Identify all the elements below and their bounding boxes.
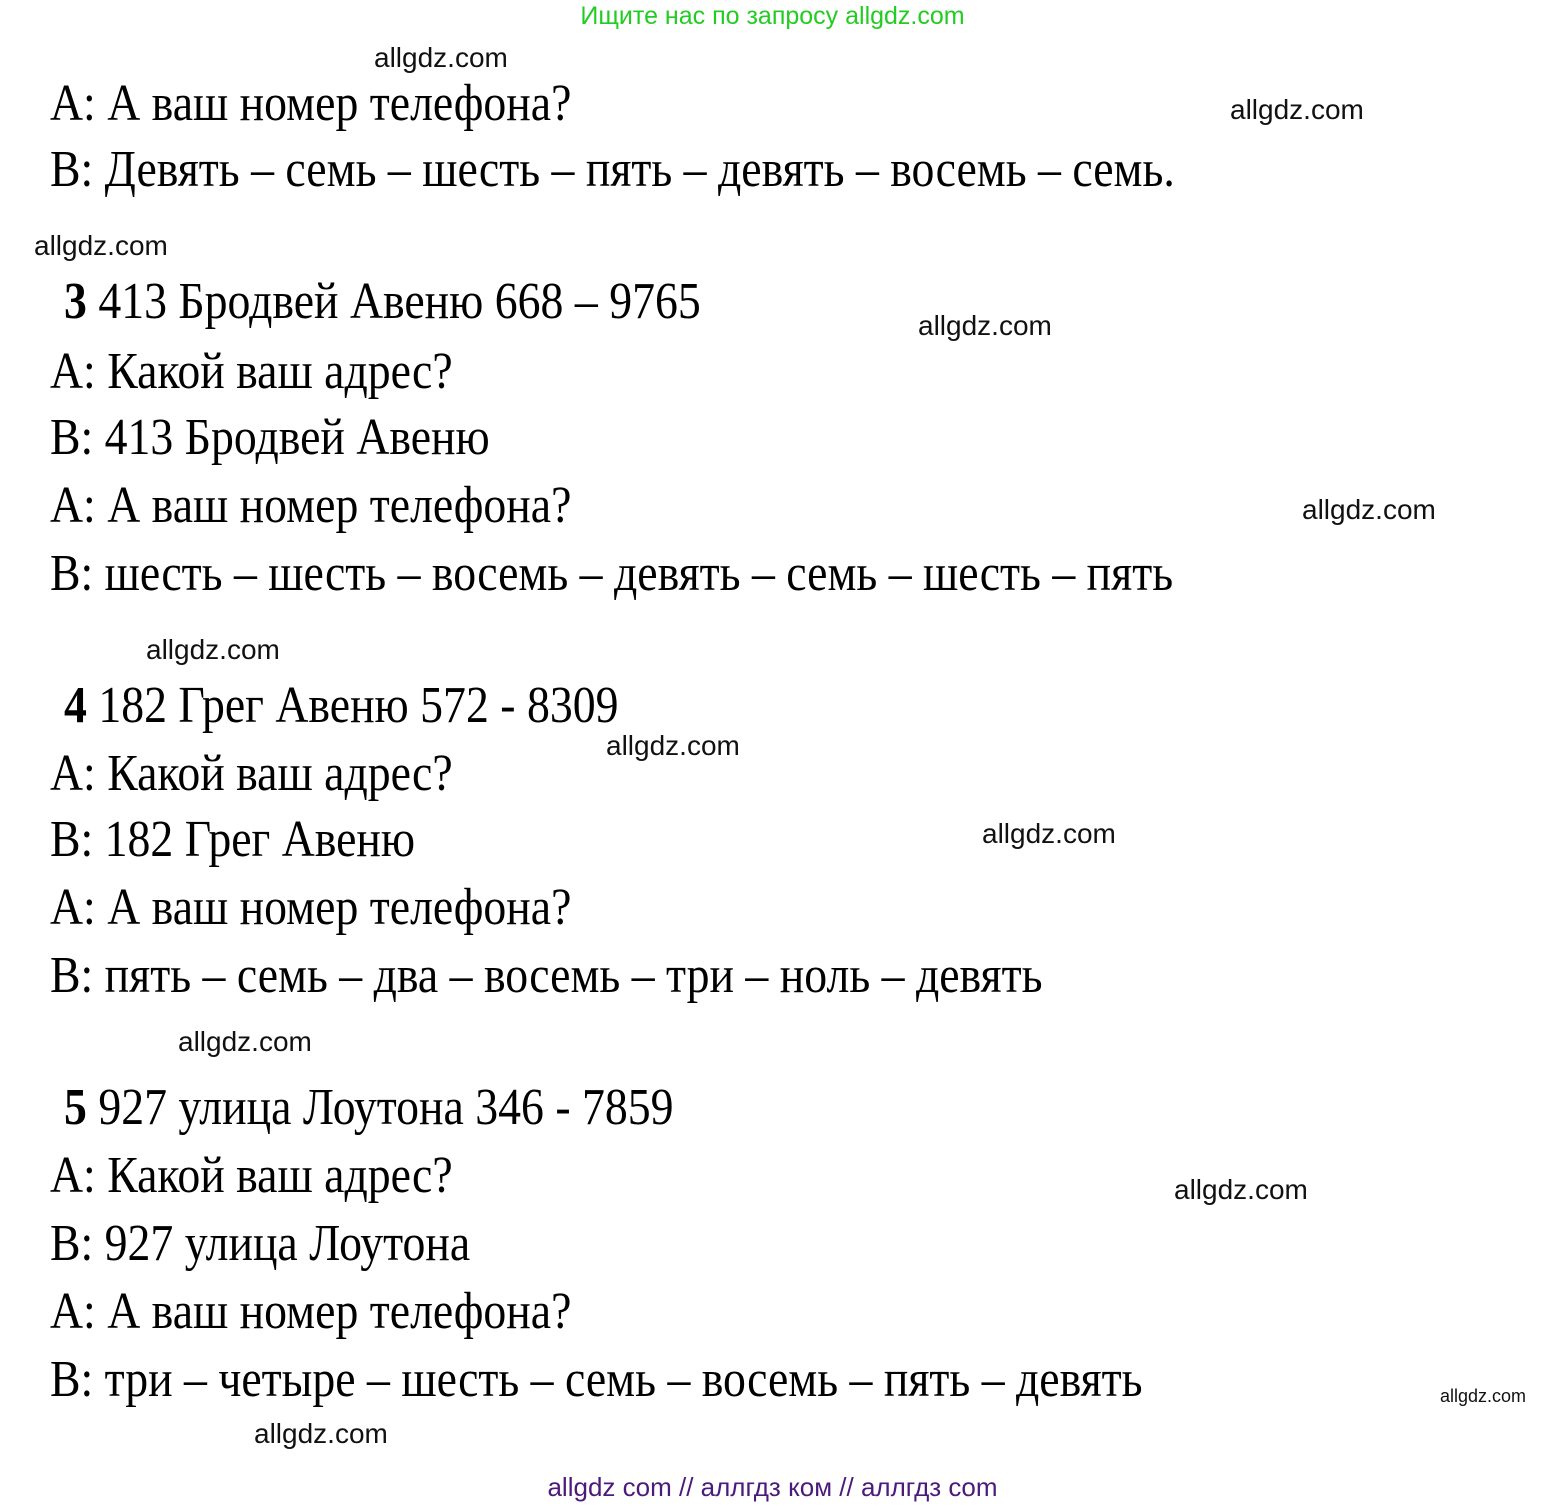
section-heading [64,676,618,735]
dialogue-line: B: 413 Бродвей Авеню [50,409,490,466]
watermark: allgdz.com [982,818,1116,849]
dialogue-line: A: Какой ваш адрес? [50,745,453,802]
top-banner: Ищите нас по запросу allgdz.com [580,2,965,30]
watermark: allgdz.com [254,1418,388,1449]
dialogue-line: B: 927 улица Лоутона [50,1215,471,1272]
watermark: allgdz.com [606,730,740,761]
watermark: allgdz.com [374,42,508,73]
section-title: 927 улица Лоутона 346 - 7859 [98,1079,674,1136]
section-number: 4 [64,677,87,734]
watermark: allgdz.com [1230,94,1364,125]
section-title: 182 Грег Авеню 572 - 8309 [98,677,619,734]
watermark: allgdz.com [918,310,1052,341]
section-heading [64,1078,674,1137]
dialogue-line: A: Какой ваш адрес? [50,1147,453,1204]
dialogue-line: A: А ваш номер телефона? [50,477,572,534]
watermark: allgdz.com [1302,494,1436,525]
section-number: 5 [64,1079,87,1136]
footer-links: allgdz com // аллгдз ком // аллгдз com [547,1472,998,1502]
dialogue-line: B: пять – семь – два – восемь – три – ноль – девять [50,947,1043,1004]
section-title: 413 Бродвей Авеню 668 – 9765 [98,273,701,330]
dialogue-line: B: три – четыре – шесть – семь – восемь – пять – девять [50,1351,1143,1408]
dialogue-line: B: 182 Грег Авеню [50,811,416,868]
watermark: allgdz.com [1440,1386,1527,1406]
section-number: 3 [64,273,87,330]
dialogue-line: B: шесть – шесть – восемь – девять – семь – шесть – пять [50,545,1174,602]
watermark: allgdz.com [146,634,280,665]
dialogue-line: A: Какой ваш адрес? [50,343,453,400]
dialogue-line: A: А ваш номер телефона? [50,879,572,936]
dialogue-line: B: Девять – семь – шесть – пять – девять – восемь – семь. [50,141,1175,198]
watermark: allgdz.com [34,230,168,261]
dialogue-line: A: А ваш номер телефона? [50,75,572,132]
watermark: allgdz.com [178,1026,312,1057]
watermark: allgdz.com [1174,1174,1308,1205]
dialogue-line: A: А ваш номер телефона? [50,1283,572,1340]
section-heading [64,272,701,331]
